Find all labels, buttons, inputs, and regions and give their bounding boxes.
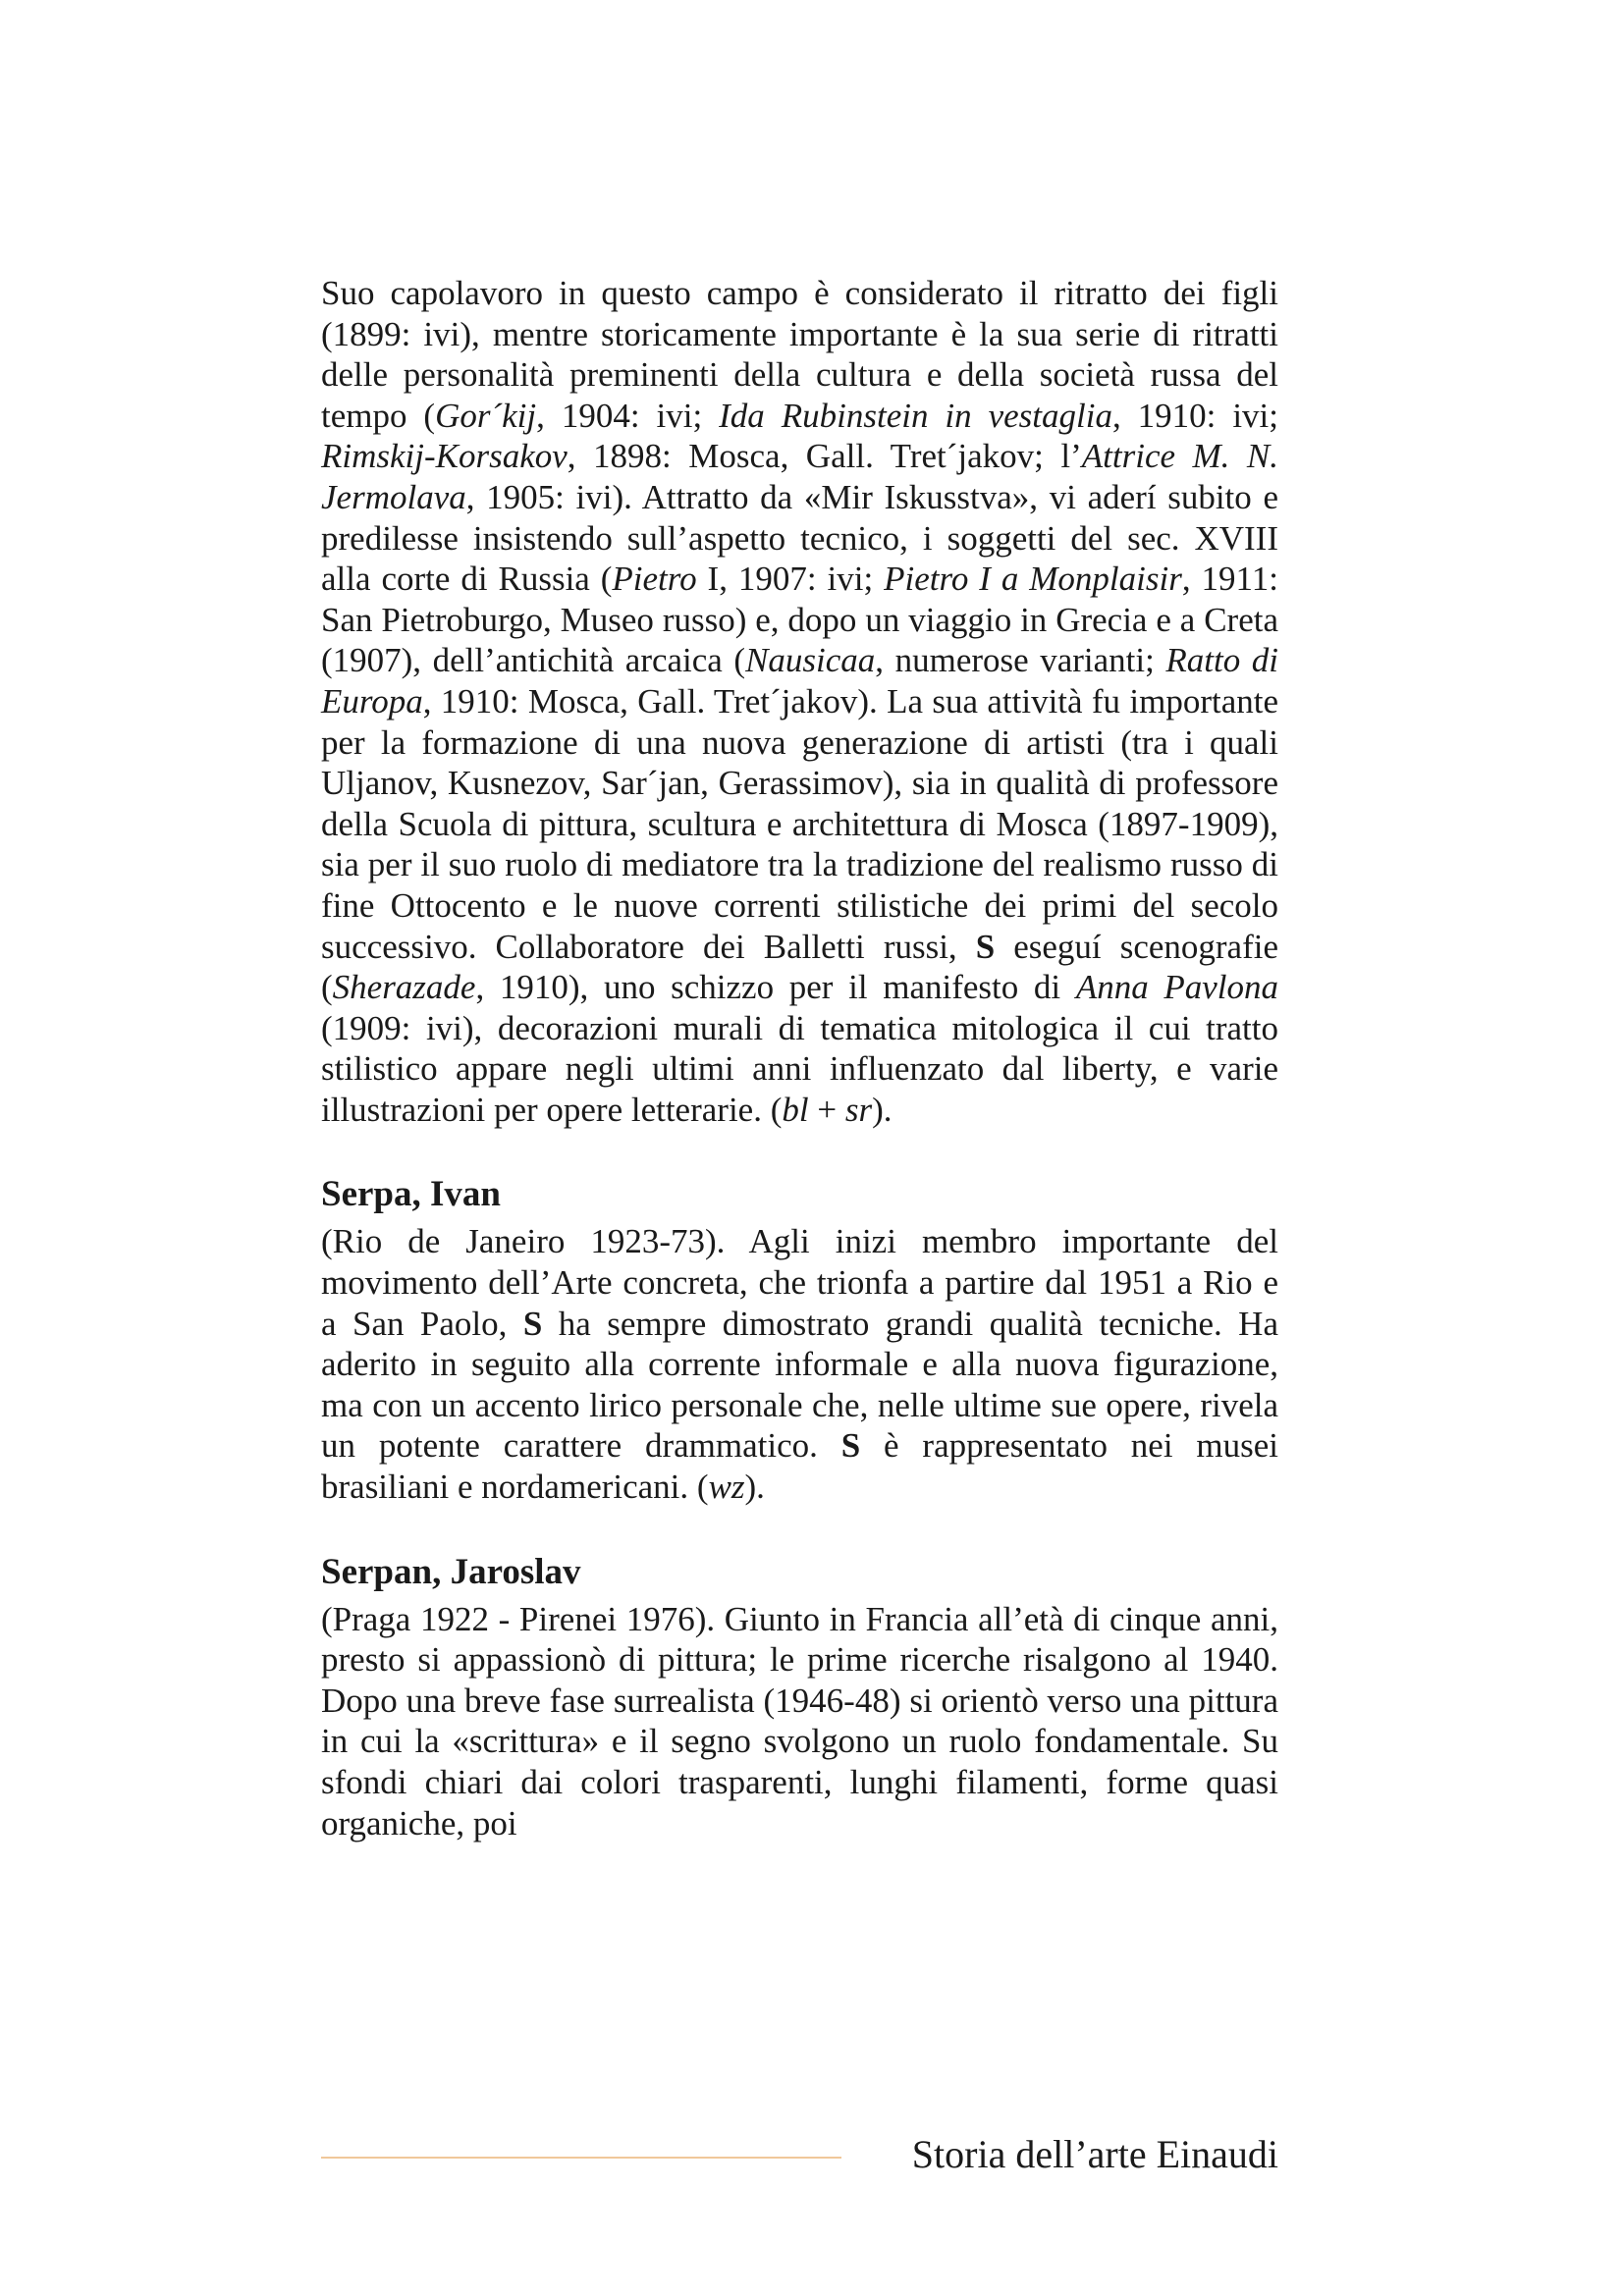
text-run: + <box>808 1090 845 1129</box>
article-column <box>321 273 1278 1843</box>
italic-text: Ratto di Europa <box>321 641 1278 721</box>
text-run: ha sempre dimostrato grandi qualità tecniche. Ha aderito in seguito alla corrente informale e alla nuova figurazione, ma con un accento lirico personale che, nelle ultime sue opere, rivela un potente carattere drammatico. <box>321 1304 1278 1466</box>
italic-text: Pietro <box>612 560 697 599</box>
text-run: (1909: ivi), decorazioni murali di tematica mitologica il cui tratto stilistico appare negli ultimi anni influenzato dal liberty, e varie illustrazioni per opere letterarie. ( <box>321 1008 1278 1129</box>
italic-text: sr <box>844 1090 873 1129</box>
italic-text: Anna Pavlona <box>1075 968 1278 1007</box>
italic-text: Pietro I a Monplaisir <box>884 560 1182 599</box>
italic-text: Ida Rubinstein in vestaglia <box>719 396 1112 435</box>
italic-text: Sherazade <box>332 968 476 1007</box>
text-run: , 1910: Mosca, Gall. Tret´jakov). La sua attività fu importante per la formazione di una nuova generazione di artisti (tra i quali Uljanov, Kusnezov, Sar´jan, Gerassimov), sia in qualità di professore della Scuola di pittura, scultura e architettura di Mosca (1897-1909), sia per il suo ruolo di mediatore tra la tradizione del realismo russo di fine Ottocento e le nuove correnti stilistiche dei primi del secolo successivo. Collaboratore dei Balletti russi, <box>321 681 1278 966</box>
footer-label: Storia dell’arte Einaudi <box>911 2132 1278 2176</box>
text-run: , 1898: Mosca, Gall. Tret´jakov; l’ <box>567 437 1082 476</box>
italic-text: Rimskij-Korsakov <box>321 437 568 476</box>
text-run: Suo capolavoro in questo campo è considerato il ritratto dei figli (1899: ivi), mentre storicamente importante è la sua serie di ritratti delle personalità preminenti della cultura e della società russa del tempo ( <box>321 274 1278 435</box>
entry-body-serpa-ivan <box>321 1221 1278 1507</box>
footer-rule <box>321 2157 841 2159</box>
text-run: eseguí scenografie ( <box>321 927 1278 1007</box>
text-run: (Rio de Janeiro 1923-73). Agli inizi membro importante del movimento dell’Arte concreta, che trionfa a partire dal 1951 a Rio e a San Paolo, <box>321 1222 1278 1343</box>
text-run: , 1910), uno schizzo per il manifesto di <box>475 968 1076 1007</box>
italic-text: wz <box>708 1468 745 1507</box>
text-run: , 1905: ivi). Attratto da «Mir Iskusstva», vi aderí subito e predilesse insistendo sull’aspetto tecnico, i soggetti del sec. XVIII alla corte di Russia ( <box>321 477 1278 599</box>
italic-text: Attrice M. N. Jermolava <box>321 437 1278 516</box>
text-run: , numerose varianti; <box>875 641 1166 680</box>
text-run: ). <box>744 1468 765 1507</box>
entry-title-serpa-ivan: Serpa, Ivan <box>321 1174 501 1215</box>
text-run: , 1904: ivi; <box>536 396 720 435</box>
entry-body-serpan-jaroslav <box>321 1599 1278 1844</box>
italic-text: Gor´kij <box>435 396 537 435</box>
intro-paragraph <box>321 273 1278 1130</box>
bold-text: S <box>840 1426 861 1466</box>
italic-text: bl <box>782 1090 809 1129</box>
bold-text: S <box>522 1304 543 1343</box>
text-run: , 1910: ivi; <box>1111 396 1278 435</box>
text-run: , 1911: San Pietroburgo, Museo russo) e, dopo un viaggio in Grecia e a Creta (1907), dell’antichità arcaica ( <box>321 560 1278 680</box>
text-run: I, 1907: ivi; <box>696 560 885 599</box>
entry-title-serpan-jaroslav: Serpan, Jaroslav <box>321 1551 581 1592</box>
text-run: (Praga 1922 - Pirenei 1976). Giunto in Francia all’età di cinque anni, presto si appassionò di pittura; le prime ricerche risalgono al 1940. Dopo una breve fase surrealista (1946-48) si orientò verso una pittura in cui la «scrittura» e il segno svolgono un ruolo fondamentale. Su sfondi chiari dai colori trasparenti, lunghi filamenti, forme quasi organiche, poi <box>321 1599 1278 1842</box>
text-run: ). <box>872 1090 893 1129</box>
bold-text: S <box>975 927 996 966</box>
italic-text: Nausicaa <box>745 641 876 680</box>
text-run: è rappresentato nei musei brasiliani e nordamericani. ( <box>321 1426 1278 1507</box>
